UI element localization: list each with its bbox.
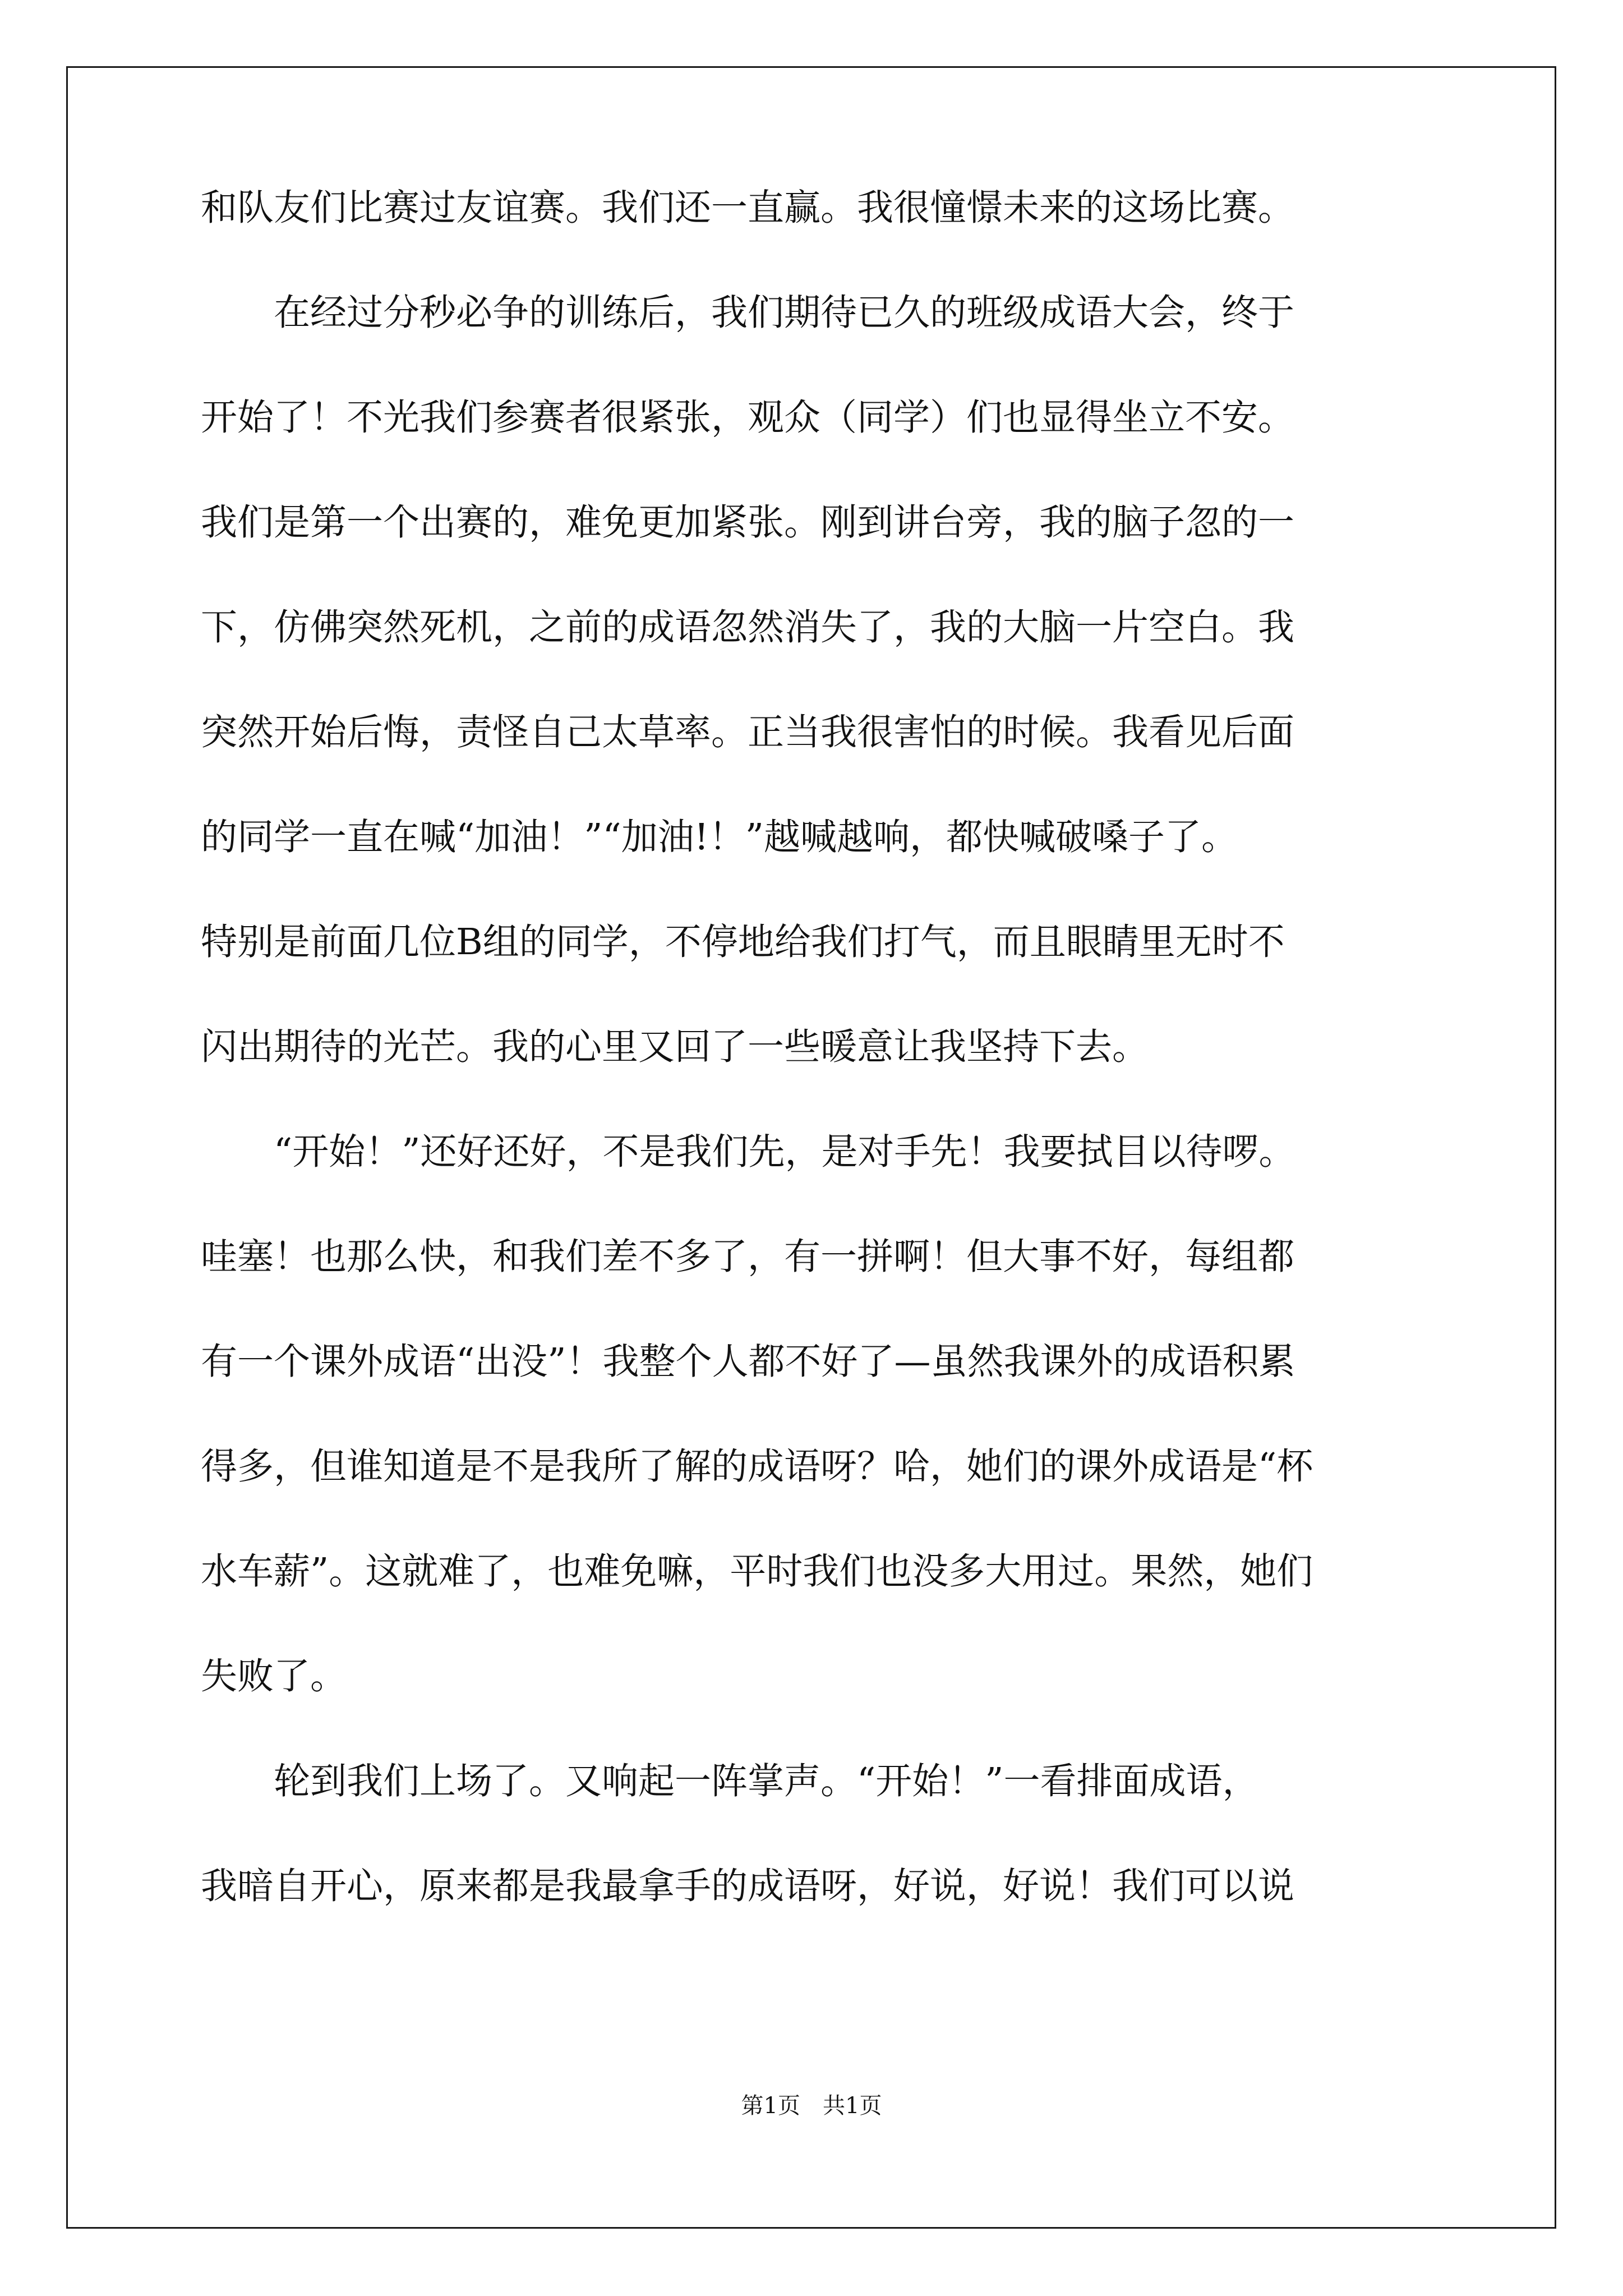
- text-line: 我暗自开心，原来都是我最拿手的成语呀，好说，好说！我们可以说: [201, 1865, 1295, 1907]
- text-line: 得多，但谁知道是不是我所了解的成语呀？哈，她们的课外成语是“杯: [201, 1446, 1313, 1488]
- page-number-footer: 第1页 共1页: [741, 2093, 882, 2119]
- text-line: 开始了！不光我们参赛者很紧张，观众（同学）们也显得坐立不安。: [201, 397, 1295, 439]
- text-line: 哇塞！也那么快，和我们差不多了，有一拼啊！但大事不好，每组都: [201, 1236, 1295, 1278]
- text-line: 的同学一直在喊“加油！”“加油!！”越喊越响，都快喊破嗓子了。: [201, 816, 1238, 858]
- text-line: 闪出期待的光芒。我的心里又回了一些暖意让我坚持下去。: [201, 1026, 1149, 1068]
- text-line: 在经过分秒必争的训练后，我们期待已久的班级成语大会，终于: [201, 292, 1295, 334]
- text-line: 水车薪”。这就难了，也难免嘛，平时我们也没多大用过。果然，她们: [201, 1550, 1313, 1593]
- text-line: “开始！”还好还好，不是我们先，是对手先！我要拭目以待啰。: [201, 1131, 1295, 1173]
- text-line: 失败了。: [201, 1655, 347, 1697]
- text-line: 下，仿佛突然死机，之前的成语忽然消失了，我的大脑一片空白。我: [201, 606, 1295, 648]
- text-line: 轮到我们上场了。又响起一阵掌声。“开始！”一看排面成语，: [201, 1760, 1259, 1802]
- text-line: 我们是第一个出赛的，难免更加紧张。刚到讲台旁，我的脑子忽的一: [201, 501, 1295, 544]
- text-line: 有一个课外成语“出没”！我整个人都不好了—虽然我课外的成语积累: [201, 1341, 1295, 1383]
- text-line: 和队友们比赛过友谊赛。我们还一直赢。我很憧憬未来的这场比赛。: [201, 187, 1295, 229]
- text-line: 突然开始后悔，责怪自己太草率。正当我很害怕的时候。我看见后面: [201, 711, 1295, 753]
- text-line: 特别是前面几位B组的同学，不停地给我们打气，而且眼睛里无时不: [201, 921, 1285, 963]
